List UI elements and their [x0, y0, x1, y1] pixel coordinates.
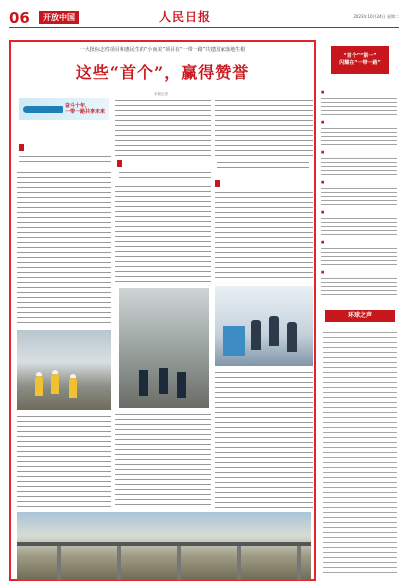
sidebar-item[interactable]	[321, 210, 399, 240]
sidebar-item[interactable]	[321, 180, 399, 210]
pull-quote-3	[217, 160, 309, 172]
sidebar-item[interactable]	[321, 150, 399, 180]
sidebar-item[interactable]	[321, 240, 399, 270]
sidebar-column-text	[323, 330, 397, 576]
column-3-text-lower	[215, 370, 313, 508]
photo-ceremony	[215, 286, 313, 366]
feature-frame	[9, 40, 316, 581]
subhead-1	[19, 144, 24, 151]
headline: 这些“首个”，赢得赞誉	[75, 63, 250, 82]
sidebar	[321, 40, 399, 581]
column-2-text	[115, 184, 211, 284]
kicker: 一大批标志性项目和惠民生的“小而美”项目在“一带一路”共建国家落地生根	[79, 47, 246, 53]
newspaper-masthead: 人民日报	[159, 10, 212, 24]
sidebar-section-title: 环球之声	[325, 310, 395, 322]
subhead-3	[215, 180, 220, 187]
sidebar-item[interactable]	[321, 90, 399, 120]
column-2-text-lower	[115, 412, 211, 508]
byline: 本报记者	[154, 92, 168, 96]
train-graphic	[23, 106, 63, 113]
section-tag: 开放中国	[39, 11, 79, 24]
column-3-intro	[215, 98, 313, 156]
photo-site-visit	[119, 288, 209, 408]
sidebar-list	[321, 90, 399, 300]
page-number: 06	[9, 9, 30, 27]
page-header	[9, 6, 399, 32]
sidebar-item[interactable]	[321, 270, 399, 300]
subhead-2	[117, 160, 122, 167]
pull-quote-1	[19, 154, 111, 166]
header-rule	[9, 27, 399, 28]
column-3-text	[215, 190, 313, 280]
column-1-text	[17, 170, 111, 326]
banner-text: 奋斗十年， 一带一路共享未来	[65, 103, 106, 115]
column-2-intro	[115, 98, 211, 158]
pull-quote-2	[119, 170, 211, 182]
series-banner	[19, 98, 109, 120]
photo-bridge	[17, 512, 311, 580]
photo-workers	[17, 330, 111, 410]
dateline: 2023年10月24日 星期二	[353, 14, 399, 19]
sidebar-item[interactable]	[321, 120, 399, 150]
sidebar-badge: “首个”“第一” 闪耀在“一带一路”	[331, 46, 389, 74]
column-1-text-lower	[17, 414, 111, 508]
